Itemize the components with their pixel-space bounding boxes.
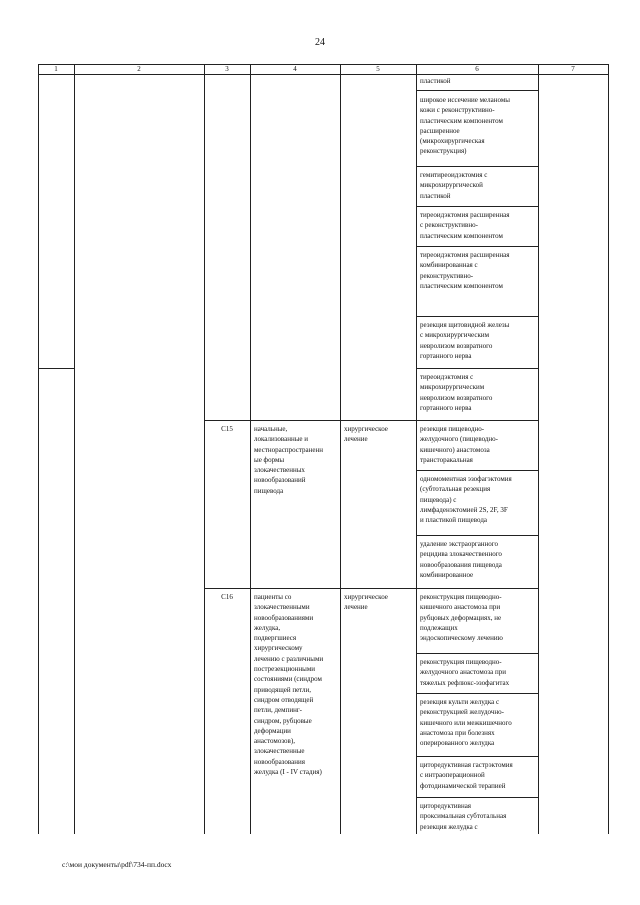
grid-hline [416, 470, 538, 471]
grid-hline [38, 64, 608, 65]
grid-hline [416, 653, 538, 654]
diagnosis-c16: пациенты со злокачественными новообразованиями желудка, подвергшиеся хирургическому лечению с различными пострезекционными состояниями (синдром приводящей петли, синдром отводящей петли, демпинг- синдром, рубцовые деформации анастомозов), злокачественные новообразования желудка (I - IV стадия) [254, 593, 324, 777]
grid-vline [340, 64, 341, 834]
grid-hline [204, 588, 538, 589]
grid-hline [416, 368, 538, 369]
grid-vline [608, 64, 609, 834]
col-header-1: 1 [54, 65, 58, 73]
procedure-cell: гемитиреоидэктомия с микрохирургической пластикой [420, 171, 488, 200]
icd-code-c16: C16 [221, 593, 233, 601]
grid-hline [416, 246, 538, 247]
grid-hline [38, 74, 608, 75]
procedure-cell: резекция культи желудка с реконструкцией желудочно- кишечного или межкишечного анастомоза при болезнях оперированного желудка [420, 698, 512, 748]
grid-hline [416, 166, 538, 167]
treatment-c15: хирургическое лечение [344, 425, 388, 444]
grid-hline [416, 535, 538, 536]
grid-hline [416, 206, 538, 207]
col-header-6: 6 [475, 65, 479, 73]
col-header-7: 7 [571, 65, 575, 73]
grid-vline [74, 64, 75, 834]
procedure-cell: широкое иссечение меланомы кожи с реконструктивно- пластическим компонентом расширенное (микрохирургическая реконструкция) [420, 96, 510, 156]
file-path-footer: c:\мои документы\pdf\734-пп.docx [62, 860, 172, 869]
grid-hline [416, 90, 538, 91]
grid-vline [538, 64, 539, 834]
grid-hline [416, 756, 538, 757]
procedure-cell: циторедуктивная проксимальная субтотальная резекция желудка с [420, 802, 507, 831]
grid-hline [416, 797, 538, 798]
procedure-cell: тиреоидэктомия расширенная комбинированная с реконструктивно- пластическим компонентом [420, 251, 510, 290]
procedure-cell: тиреоидэктомия расширенная с реконструктивно- пластическим компонентом [420, 211, 510, 240]
procedure-cell: резекция пищеводно- желудочного (пищеводно- кишечного) анастомоза трансторакальная [420, 425, 499, 464]
col-header-2: 2 [137, 65, 141, 73]
procedure-cell: пластикой [420, 77, 451, 85]
procedure-cell: циторедуктивная гастрэктомия с интраоперационной фотодинамической терапией [420, 761, 513, 790]
grid-hline [204, 420, 538, 421]
grid-hline [416, 316, 538, 317]
procedure-cell: реконструкция пищеводно- кишечного анастомоза при рубцовых деформациях, не подлежащих эндоскопическому лечению [420, 593, 503, 643]
col-header-4: 4 [293, 65, 297, 73]
grid-vline [250, 64, 251, 834]
icd-code-c15: C15 [221, 425, 233, 433]
grid-vline [38, 64, 39, 834]
col-header-5: 5 [376, 65, 380, 73]
grid-vline [204, 64, 205, 834]
page-number: 24 [315, 37, 325, 48]
grid-vline [416, 64, 417, 834]
procedure-cell: одномоментная эзофагэктомия (субтотальная резекция пищевода) с лимфаденэктомией 2S, 2F, 3F и пластикой пищевода [420, 475, 512, 525]
treatment-c16: хирургическое лечение [344, 593, 388, 612]
col-header-3: 3 [225, 65, 229, 73]
procedure-cell: тиреоидэктомия с микрохирургическим невролизом возвратного гортанного нерва [420, 373, 493, 412]
grid-hline [416, 693, 538, 694]
grid-hline [38, 368, 74, 369]
diagnosis-c15: начальные, локализованные и местнораспространенн ые формы злокачественных новообразований пищевода [254, 425, 323, 495]
procedure-cell: удаление экстраорганного рецидива злокачественного новообразования пищевода комбинированное [420, 540, 502, 579]
procedure-cell: реконструкция пищеводно- желудочного анастомоза при тяжелых рефлюкс-эзофагитах [420, 658, 510, 687]
procedure-cell: резекция щитовидной железы с микрохирургическим невролизом возвратного гортанного нерва [420, 321, 510, 360]
